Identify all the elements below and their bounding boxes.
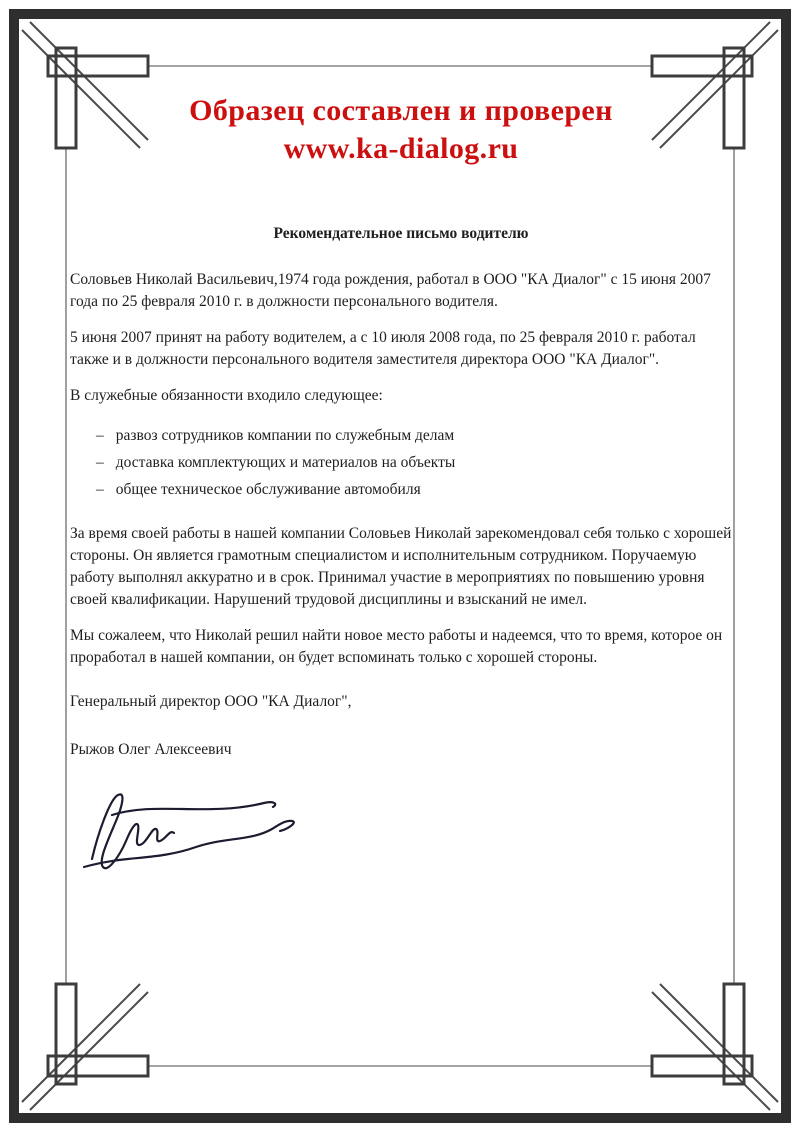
- paragraph-intro: Соловьев Николай Васильевич,1974 года рождения, работал в ООО "КА Диалог" с 15 июня 2007 года по 25 февраля 2010 г. в должности персонального водителя.: [70, 271, 711, 310]
- paragraph-regret: Мы сожалеем, что Николай решил найти новое место работы и надеемся, что то время, которое он проработал в нашей компании, он будет вспоминать только с хорошей стороны.: [70, 627, 723, 666]
- bullet-marker: –: [96, 481, 104, 498]
- list-item: [96, 479, 732, 501]
- signature-scribble: [76, 777, 306, 877]
- duties-list: [70, 425, 732, 501]
- signoff-name: Рыжов Олег Алексеевич: [70, 741, 232, 758]
- sample-notice-line1: Образец составлен и проверен: [189, 94, 613, 127]
- paragraph-评-performance: За время своей работы в нашей компании Соловьев Николай зарекомендовал себя только с хорошей стороны. Он является грамотным специалистом и исполнительным сотрудником. Поручаемую работу выполнял аккуратно и в срок. Принимал участие в мероприятиях по повышению уровня своей квалификации. Нарушений трудовой дисциплины и взысканий не имел.: [70, 525, 732, 608]
- bullet-marker: –: [96, 427, 104, 444]
- site-url: www.ka-dialog.ru: [283, 131, 519, 165]
- duties-intro: В служебные обязанности входило следующее:: [70, 387, 383, 404]
- signoff-position: Генеральный директор ООО "КА Диалог",: [70, 693, 352, 710]
- signature-image: [76, 777, 732, 884]
- letter-content: [70, 86, 732, 884]
- letter-title: Рекомендательное письмо водителю: [273, 225, 529, 242]
- list-item-text: развоз сотрудников компании по служебным делам: [115, 427, 455, 444]
- list-item: [96, 425, 732, 447]
- list-item-text: общее техническое обслуживание автомобиля: [115, 481, 421, 498]
- list-item-text: доставка комплектующих и материалов на объекты: [115, 454, 456, 471]
- list-item: [96, 452, 732, 474]
- sample-notice: [70, 92, 732, 167]
- bullet-marker: –: [96, 454, 104, 471]
- paragraph-employment: 5 июня 2007 принят на работу водителем, а с 10 июля 2008 года, по 25 февраля 2010 г. работал также и в должности персонального водителя заместителя директора ООО "КА Диалог".: [70, 329, 696, 368]
